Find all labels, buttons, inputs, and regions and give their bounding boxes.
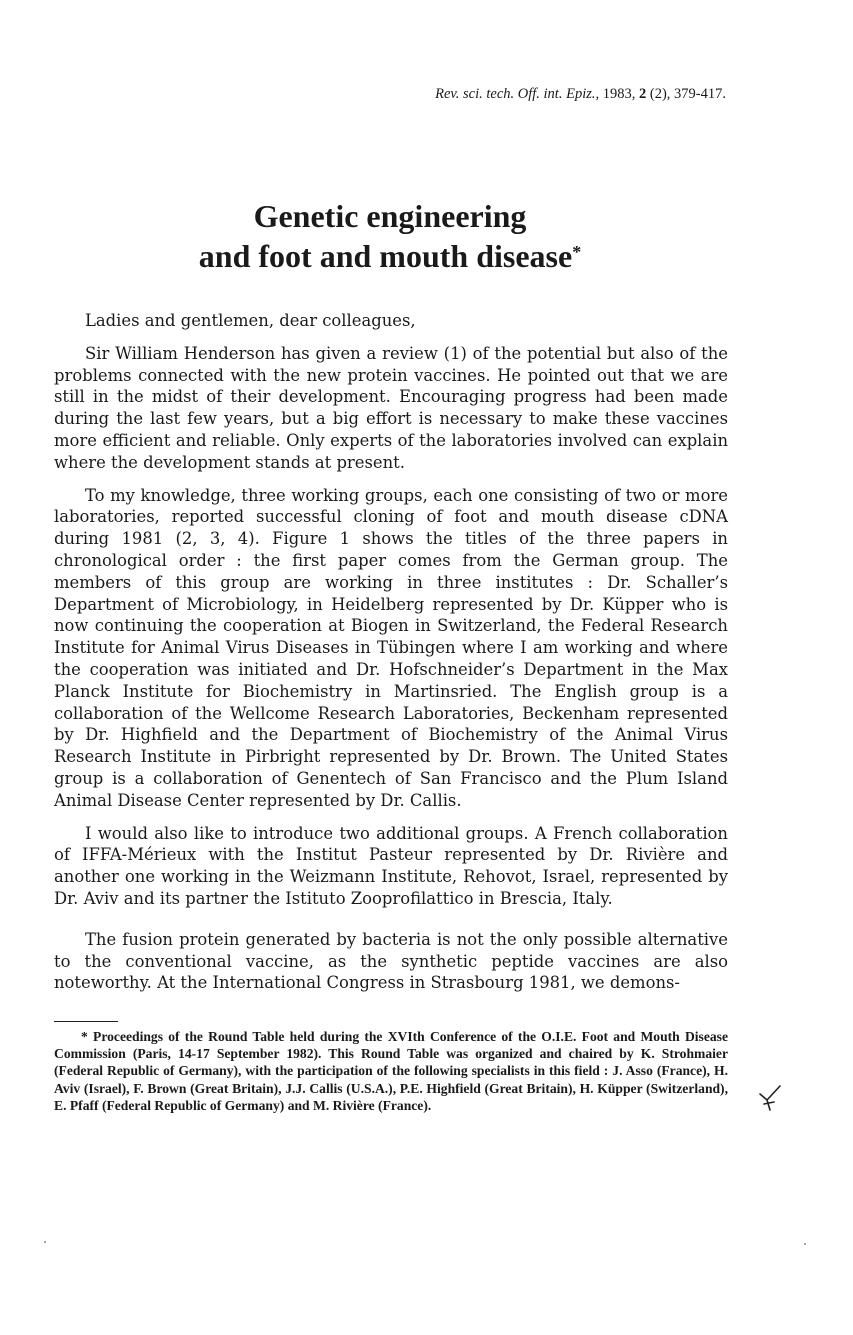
journal-volume: 2 [639,86,647,102]
article-title [0,196,780,276]
journal-citation [300,86,726,103]
paragraph-henderson-review: Sir William Henderson has given a review (1) of the potential but also of the problems connected with the new protein vaccines. He pointed out that we are still in the midst of their development. Encouraging progress had been made during the last few years, but a big effort is necessary to make these vaccines more efficient and reliable. Only experts of the laboratories involved can explain where the development stands at present. [54,343,728,472]
title-line-2-text: and foot and mouth disease [198,238,573,274]
scan-speck-left [44,1241,46,1243]
title-line-1: Genetic engineering [253,198,527,234]
journal-issue-pages: (2), 379-417. [649,86,726,102]
journal-year: 1983, [602,86,636,102]
journal-name: Rev. sci. tech. Off. int. Epiz., [435,86,600,102]
handwritten-check-mark [758,1084,782,1112]
paragraph-fusion-protein: The fusion protein generated by bacteria is not the only possible alternative to the conventional vaccine, as the synthetic peptide vaccines are also noteworthy. At the International Congress in Strasbourg 1981, we demons- [54,929,728,993]
article-body [54,310,728,994]
scan-speck-right [804,1243,806,1245]
paragraph-salutation: Ladies and gentlemen, dear colleagues, [85,311,416,330]
footnote [54,1028,728,1114]
paragraph-working-groups: To my knowledge, three working groups, each one consisting of two or more laboratories, reported successful cloning of foot and mouth disease cDNA during 1981 (2, 3, 4). Figure 1 shows the titles of the three papers in chronological order : the first paper comes from the German group. The members of this group are working in three institutes : Dr. Schaller’s Department of Microbiology, in Heidelberg represented by Dr. Küpper who is now continuing the cooperation at Biogen in Switzerland, the Federal Research Institute for Animal Virus Diseases in Tübingen where I am working and where the cooperation was initiated and Dr. Hofschneider’s Department in the Max Planck Institute for Biochemistry in Martinsried. The English group is a collaboration of the Wellcome Research Laboratories, Beckenham represented by Dr. Highfield and the Department of Biochemistry of the Animal Virus Research Institute in Pirbright represented by Dr. Brown. The United States group is a collaboration of Genentech of San Francisco and the Plum Island Animal Disease Center represented by Dr. Callis. [54,485,728,810]
paragraph-additional-groups: I would also like to introduce two additional groups. A French collaboration of IFFA-Mérieux with the Institut Pasteur represented by Dr. Rivière and another one working in the Weizmann Institute, Rehovot, Israel, represented by Dr. Aviv and its partner the Istituto Zooprofilattico in Brescia, Italy. [54,823,728,908]
title-line-2 [0,236,780,276]
footnote-rule [54,1021,118,1022]
footnote-text: * Proceedings of the Round Table held during the XVIth Conference of the O.I.E. Foot and Mouth Disease Commission (Paris, 14-17 September 1982). This Round Table was organized and chaired by K. Strohmaier (Federal Republic of Germany), with the participation of the following specialists in this field : J. Asso (France), H. Aviv (Israel), F. Brown (Great Britain), J.J. Callis (U.S.A.), P.E. Highfield (Great Britain), H. Küpper (Switzerland), E. Pfaff (Federal Republic of Germany) and M. Rivière (France). [54,1029,728,1113]
title-footnote-marker: * [572,242,582,262]
